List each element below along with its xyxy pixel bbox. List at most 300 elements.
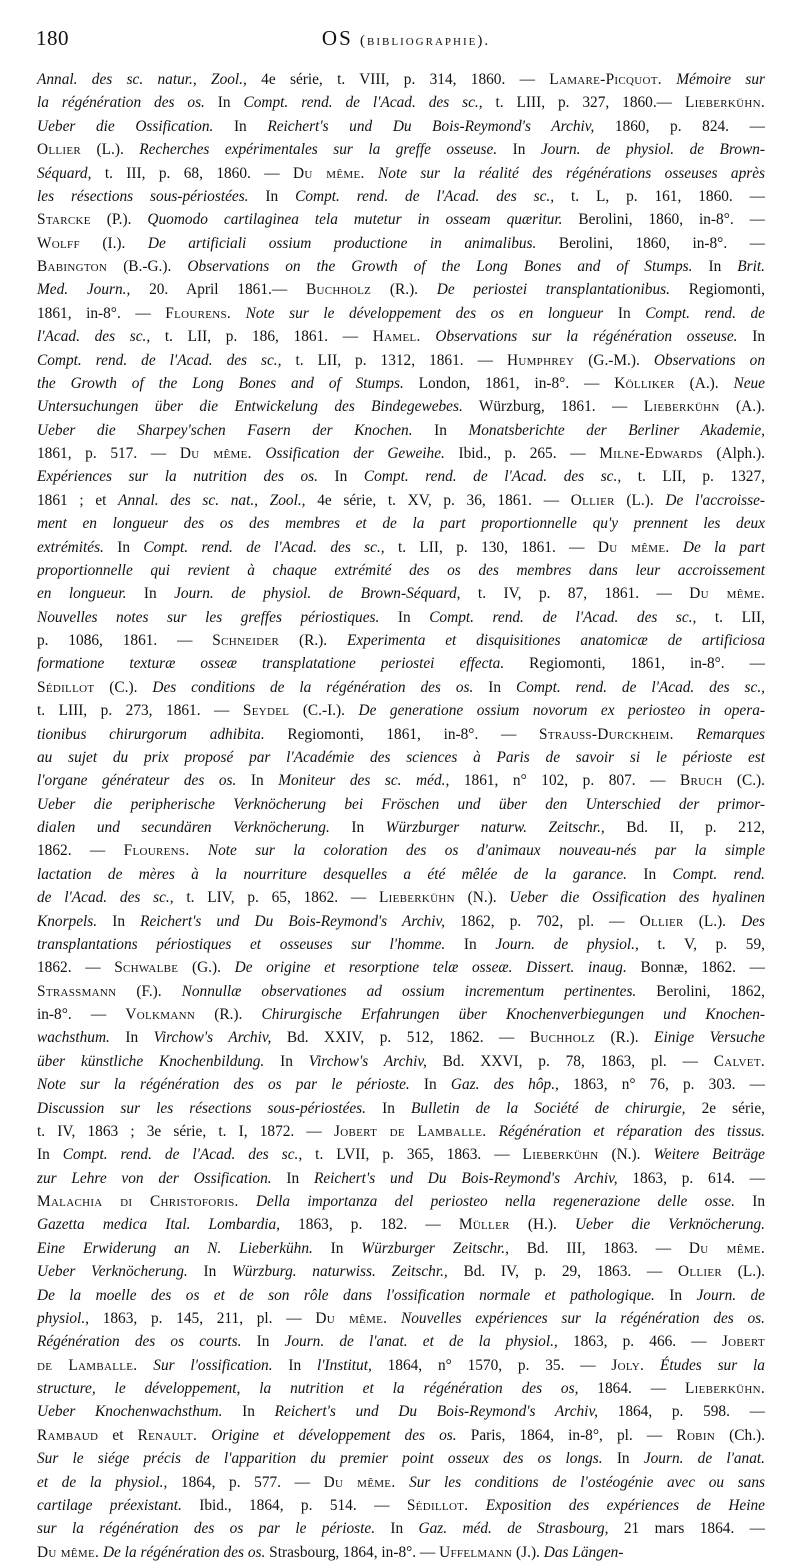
plain-text: (C.). [94,678,153,696]
plain-text [231,305,246,322]
running-head [36,22,776,54]
author-name: Rambaud [37,1426,99,1444]
plain-text: In [317,468,364,486]
text-line [37,1167,765,1190]
italic-text: Des [741,912,765,930]
plain-text: t. LII, p. 130, 1861. — [384,538,598,556]
plain-text: In [737,328,765,346]
plain-text: In [603,304,646,322]
plain-text: Bonnæ, 1862. — [626,959,765,977]
italic-text: über künstliche Knochenbildung. [37,1052,265,1070]
plain-text: 1863, n° 76, p. 303. — [558,1076,766,1094]
author-name: Lieberkühn. [684,94,765,112]
italic-text: Compt. rend. de l'Acad. des sc., [515,678,765,696]
text-line [37,956,765,979]
text-line [37,349,765,372]
plain-text: In [379,608,430,626]
plain-text: In [366,1099,411,1117]
author-name: Babington [37,258,108,275]
author-name: Renault. [137,1426,198,1444]
plain-text: (C.-I.). [289,702,359,720]
italic-text: les résections sous-périostées. [37,187,249,205]
plain-text: 1862, p. 702, pl. — [445,912,640,930]
plain-text: t. LVII, p. 365, 1863. — [302,1146,523,1164]
plain-text: In [409,1076,451,1094]
italic-text: Reichert's und Du Bois-Reymond's Archiv, [313,1169,618,1187]
plain-text: Berolini, 1860, in-8°. — [562,211,765,229]
italic-text: Note sur le développement des os en longueur [245,304,604,322]
text-line [37,1377,765,1400]
plain-text: 1863, p. 614. — [617,1169,765,1187]
plain-text: In [109,1029,154,1047]
plain-text: (I.). [79,234,148,252]
italic-text: Moniteur des sc. méd., [278,772,450,790]
italic-text: Recherches expérimentales sur la greffe osseuse. [139,141,498,159]
text-line [37,442,765,465]
plain-text: t. LII, p. 186, 1861. — [150,328,373,346]
plain-text: (J.). [512,1543,544,1561]
plain-text: 21 mars 1864. — [608,1520,765,1538]
plain-text: In [627,865,673,883]
italic-text: Compt. rend. de l'Acad. des sc., [243,94,483,112]
text-line [37,185,765,208]
plain-text: t. IV, 1863 ; 3e série, t. I, 1872. — [37,1122,334,1140]
italic-text: Untersuchungen über die Entwickelung des Bindegewebes. [37,398,463,416]
plain-text: t. LII, p. 1312, 1861. — [281,351,507,369]
italic-text: Compt. rend. de l'Acad. des sc., [62,1146,303,1164]
italic-text: Expériences sur la nutrition des os. [37,468,318,486]
italic-text: Das Längen- [543,1543,624,1561]
text-line [37,910,765,933]
italic-text: Sur l'ossification. [153,1356,273,1374]
plain-text: Regiomonti, 1861, in-8°. — [504,655,765,673]
plain-text: Würzburg, 1861. — [462,398,644,416]
italic-text: De origine et resorptione telæ osseæ. Dissert. inaug. [234,959,627,977]
italic-text: physiol., [37,1309,89,1327]
heading-title: OS [321,26,353,50]
text-line [37,1284,765,1307]
author-name: Strauss-Durckheim. [539,725,674,743]
plain-text: 20. April 1861.— [130,281,306,299]
text-line [37,232,765,255]
author-name: Du même. [688,1239,765,1257]
plain-text: t. III, p. 68, 1860. — [91,164,293,182]
plain-text: (R.). [195,1006,262,1023]
italic-text: Compt. rend. de l'Acad. des sc., [295,187,555,205]
author-name: Du même. [323,1473,396,1491]
italic-text: Reichert's und Du Bois-Reymond's Archiv, [140,912,445,930]
text-line [37,699,765,722]
plain-text: 1861, in-8°. — [37,304,166,322]
text-line [37,1190,765,1213]
italic-text: Ossification der Geweihe. [265,445,445,462]
text-line [37,746,765,769]
italic-text: l'organe générateur des os. [37,772,237,790]
italic-text: Ueber die peripherische Verknöcherung bei Fröschen und über den Unterschied der primor- [37,795,765,813]
plain-text [189,842,207,859]
italic-text: Würzburger naturw. Zeitschr., [385,819,605,836]
plain-text: In [497,141,541,159]
italic-text: structure, le développement, la nutrition et la régénération des os, [37,1380,579,1397]
italic-text: Annal. des sc. natur., Zool., [37,71,247,88]
italic-text: Monatsberichte der Berliner Akademie, [468,421,765,439]
plain-text: In [97,912,141,930]
italic-text: Brit. [737,258,765,275]
plain-text: t. L, p. 161, 1860. — [554,187,765,205]
text-line [37,652,765,675]
author-name: Du même. [292,164,365,182]
italic-text: Compt. rend. de l'Acad. des sc., [363,468,622,486]
italic-text: Nouvelles expériences sur la régénération des os. [401,1309,765,1327]
text-line [37,325,765,348]
plain-text: In [126,585,175,603]
author-name: Du même. [315,1309,388,1327]
text-line [37,1307,765,1330]
italic-text: Sur le siége précis de l'apparition du premier point osseux des os longs. [37,1450,603,1468]
plain-text [197,1427,211,1444]
bibliography-text [37,68,765,1564]
author-name: Müller [458,1216,510,1234]
plain-text: In [473,678,516,696]
italic-text: Exposition des expériences de Heine [485,1496,765,1514]
plain-text: (F.). [116,982,182,1000]
italic-text: Della importanza del periosteo nella regenerazione delle osse. [255,1193,735,1210]
italic-text: Einige Versuche [654,1029,765,1047]
italic-text: Observations sur la régénération osseuse. [435,328,738,346]
plain-text: In [312,1239,362,1257]
author-name: Schneider [212,632,280,649]
plain-text: 4e série, t. VIII, p. 314, 1860. — [246,71,550,88]
text-line [37,255,765,278]
plain-text: Regiomonti, 1861, in-8°. — [264,725,540,743]
author-name: Lieberkühn [522,1146,599,1164]
italic-text: the Growth of the Long Bones and of Stumps. [37,374,404,392]
plain-text: t. LII, [696,608,765,626]
italic-text: Chirurgische Erfahrungen über Knochenverbiegungen und Knochen- [261,1006,765,1023]
text-line [37,1213,765,1236]
author-name: Schwalbe [114,959,179,977]
author-name: Ollier [37,141,82,159]
plain-text: (N.). [598,1146,654,1164]
plain-text [395,1474,409,1491]
plain-text: t. LII, p. 1327, [621,468,765,486]
plain-text: In [241,1333,285,1351]
plain-text [387,1310,401,1327]
text-line [37,115,765,138]
italic-text: De generatione ossium novorum ex periosteo in opera- [358,702,765,720]
text-line [37,769,765,792]
plain-text: In [187,1263,232,1281]
italic-text: Gaz. méd. de Strasbourg, [418,1520,609,1538]
text-line [37,839,765,862]
italic-text: en longueur. [37,585,127,603]
text-line [37,1097,765,1120]
italic-text: De l'accroisse- [665,491,766,509]
plain-text: t. LIII, p. 273, 1861. — [37,702,243,720]
italic-text: Reichert's und Du Bois-Reymond's Archiv, [267,117,595,135]
author-name: Sédillot [37,678,95,696]
plain-text: 1864. — [578,1380,685,1397]
italic-text: l'Acad. des sc., [37,328,151,346]
plain-text: t. V, p. 59, [638,935,765,953]
author-name: Lieberkühn. [684,1380,766,1397]
plain-text: Ibid., 1864, p. 514. — [181,1496,407,1514]
italic-text: Würzburg. naturwiss. Zeitschr., [231,1263,448,1281]
italic-text: Weitere Beiträge [653,1146,765,1164]
italic-text: Experimenta et disquisitiones anatomicæ de artificiosa [346,632,765,649]
author-name: Robin [676,1426,716,1444]
author-name: Humphrey [506,351,575,369]
italic-text: Ueber Knochenwachsthum. [37,1403,223,1421]
plain-text: et [98,1426,138,1444]
italic-text: Compt. rend. de l'Acad. des sc., [143,538,385,556]
author-name: Wolff [37,234,80,252]
author-name: Calvet. [713,1052,765,1070]
italic-text: Discussion sur les résections sous-périostées. [37,1099,366,1117]
text-line [37,1330,765,1353]
author-name: Lieberkühn [378,889,455,907]
italic-text: de l'Acad. des sc., [37,889,174,907]
plain-text [486,1123,498,1140]
text-line [37,676,765,699]
text-line [37,465,765,488]
plain-text: in-8°. — [37,1006,126,1023]
plain-text: In [204,94,244,112]
author-name: Bruch [680,772,723,790]
plain-text: In [248,187,296,205]
italic-text: lactation de mères à la nourriture desquelles a été mêlée de la garance. [37,865,628,883]
italic-text: Mémoire sur [676,71,765,88]
text-line [37,1447,765,1470]
italic-text: au sujet du prix proposé par l'Académie des sciences à Paris de savoir si le périoste est [37,748,765,766]
plain-text: Berolini, 1860, in-8°. — [536,234,765,252]
italic-text: Compt. rend. de l'Acad. des sc., [37,351,282,369]
plain-text: Bd. II, p. 212, [604,819,765,836]
author-name: Du même. [597,538,670,556]
plain-text: (R.). [279,632,347,649]
italic-text: Gaz. des hôp., [450,1076,559,1094]
author-name: de Lamballe. [37,1356,138,1374]
text-line [37,419,765,442]
plain-text: In [213,117,268,135]
plain-text: In [375,1520,419,1538]
heading-subtitle: (bibliographie). [360,33,491,49]
text-line [37,816,765,839]
italic-text: Régénération des os courts. [37,1333,242,1351]
plain-text: In [602,1450,644,1468]
italic-text: Gazetta medica Ital. Lombardia, [37,1216,281,1234]
plain-text: In [412,421,469,439]
author-name: Strassmann [37,982,117,1000]
italic-text: Note sur la réalité des régénérations osseuses après [378,164,765,182]
plain-text [365,165,378,182]
plain-text: (L.). [81,141,140,159]
text-line [37,1354,765,1377]
plain-text: (R.). [595,1029,655,1047]
plain-text: (L.). [683,912,742,930]
text-line [37,395,765,418]
plain-text: p. 1086, 1861. — [37,632,213,649]
italic-text: Annal. des sc. nat., Zool., [118,491,306,509]
italic-text: cartilage préexistant. [37,1496,182,1514]
plain-text: In [272,1356,317,1374]
page-number: 180 [36,26,69,50]
author-name: Kölliker [614,374,675,392]
plain-text: (G.-M.). [574,351,654,369]
italic-text: De la part [682,538,765,556]
text-line [37,886,765,909]
text-line [37,1471,765,1494]
plain-text: (R.). [371,281,437,299]
text-line [37,372,765,395]
italic-text: la régénération des os. [37,94,205,112]
italic-text: Nouvelles notes sur les greffes périostiques. [37,608,380,626]
text-line [37,1073,765,1096]
plain-text: 1861, p. 517. — [37,445,180,462]
author-name: Uffelmann [439,1543,513,1561]
italic-text: l'Institut, [316,1356,372,1374]
italic-text: Eine Erwiderung an N. Lieberkühn. [37,1239,313,1257]
text-line [37,536,765,559]
author-name: Malachia di Christoforis. [37,1193,239,1210]
text-line [37,91,765,114]
plain-text: Strasbourg, 1864, in-8°. — [265,1543,440,1561]
author-name: Volkmann [125,1006,196,1023]
text-line [37,1517,765,1540]
plain-text: In [445,935,496,953]
text-line [37,980,765,1003]
plain-text: 1862. — [37,959,115,977]
italic-text: Quomodo cartilaginea tela mutetur in osseam quæritur. [147,211,563,229]
italic-text: Ueber Verknöcherung. [37,1263,188,1281]
author-name: Starcke [37,211,91,229]
plain-text: (H.). [509,1216,575,1234]
plain-text: (C.). [722,772,765,790]
italic-text: Bulletin de la Société de chirurgie, [410,1099,686,1117]
plain-text: t. IV, p. 87, 1861. — [460,585,690,603]
italic-text: De la régénération des os. [102,1543,266,1561]
plain-text: In [37,1146,63,1164]
plain-text: 1861, n° 102, p. 807. — [449,772,681,790]
author-name: Joly. [611,1356,645,1374]
plain-text: (B.-G.). [107,258,188,275]
plain-text: (Alph.). [702,445,765,462]
plain-text: In [692,258,738,275]
text-line [37,138,765,161]
plain-text: 1864, n° 1570, p. 35. — [371,1356,612,1374]
text-line [37,582,765,605]
text-line [37,793,765,816]
author-name: Jobert de Lamballe. [333,1122,487,1140]
italic-text: ment en longueur des os des membres et de la part proportionnelle qu'y prennent les deux [37,515,765,533]
text-line [37,1494,765,1517]
italic-text: Ueber die Verknöcherung. [574,1216,766,1234]
italic-text: Compt. rend. [672,865,765,883]
plain-text: In [329,819,386,836]
text-line [37,1400,765,1423]
text-line [37,1237,765,1260]
text-line [37,723,765,746]
plain-text: Paris, 1864, in-8°, pl. — [456,1426,677,1444]
plain-text: (N.). [454,889,510,907]
author-name: Milne-Edwards [599,445,703,462]
italic-text: Journ. de [696,1286,765,1304]
italic-text: Ueber die Sharpey'schen Fasern der Knochen. [37,421,413,439]
plain-text [644,1357,660,1374]
italic-text: De periostei transplantationibus. [436,281,670,299]
author-name: Lamare-Picquot. [549,71,662,88]
italic-text: Études sur la [660,1356,765,1374]
italic-text: extrémités. [37,538,104,556]
text-line [37,489,765,512]
plain-text [670,539,683,556]
italic-text: dialen und secundären Verknöcherung. [37,819,330,836]
plain-text: (G.). [178,959,235,977]
text-line [37,1120,765,1143]
plain-text: Berolini, 1862, [636,982,765,1000]
plain-text: (L.). [614,491,666,509]
italic-text: Journ. de physiol. de Brown- [540,141,765,159]
plain-text: Regiomonti, [669,281,765,299]
italic-text: Ueber die Ossification. [37,117,214,135]
plain-text [674,726,697,743]
text-line [37,863,765,886]
plain-text: Bd. XXIV, p. 512, 1862. — [271,1029,530,1047]
plain-text: In [264,1052,309,1070]
text-line [37,1424,765,1447]
text-line [37,1026,765,1049]
italic-text: Journ. de physiol. de Brown-Séquard, [174,585,461,603]
italic-text: Journ. de l'anat. et de la physiol., [284,1333,558,1351]
italic-text: Séquard, [37,164,92,182]
plain-text: Bd. XXVI, p. 78, 1863, pl. — [426,1052,714,1070]
italic-text: formatione texturæ osseæ transplatatione periostei effecta. [37,655,505,673]
author-name: Ollier [677,1263,723,1281]
plain-text: (L.). [722,1263,765,1281]
italic-text: Neue [733,374,765,392]
plain-text: t. LIII, p. 327, 1860.— [482,94,685,112]
plain-text: In [734,1193,765,1210]
text-line [37,278,765,301]
plain-text: In [103,538,144,556]
italic-text: De la moelle des os et de son rôle dans l'ossification normale et pathologique. [37,1286,655,1304]
plain-text [252,445,266,462]
text-line [37,629,765,652]
plain-text: 1863, p. 182. — [280,1216,459,1234]
italic-text: Régénération et réparation des tissus. [498,1122,765,1140]
italic-text: Des conditions de la régénération des os. [152,678,474,696]
italic-text: wachsthum. [37,1029,110,1047]
plain-text: 1863, p. 466. — [557,1333,722,1351]
plain-text [421,328,436,345]
text-line [37,208,765,231]
author-name: Sédillot. [406,1496,469,1514]
plain-text: 1864, p. 598. — [597,1403,765,1421]
italic-text: tionibus chirurgorum adhibita. [37,725,265,743]
text-line [37,933,765,956]
plain-text: In [271,1169,314,1187]
text-line [37,606,765,629]
text-line [37,162,765,185]
plain-text: (Ch.). [715,1426,765,1444]
author-name: Du même. [689,585,765,603]
italic-text: Virchow's Archiv, [153,1029,272,1047]
plain-text: Ibid., p. 265. — [444,445,600,462]
text-line [37,1541,765,1564]
plain-text: Bd. III, 1863. — [508,1239,689,1257]
author-name: Lieberkühn [643,398,720,416]
plain-text: In [654,1286,697,1304]
